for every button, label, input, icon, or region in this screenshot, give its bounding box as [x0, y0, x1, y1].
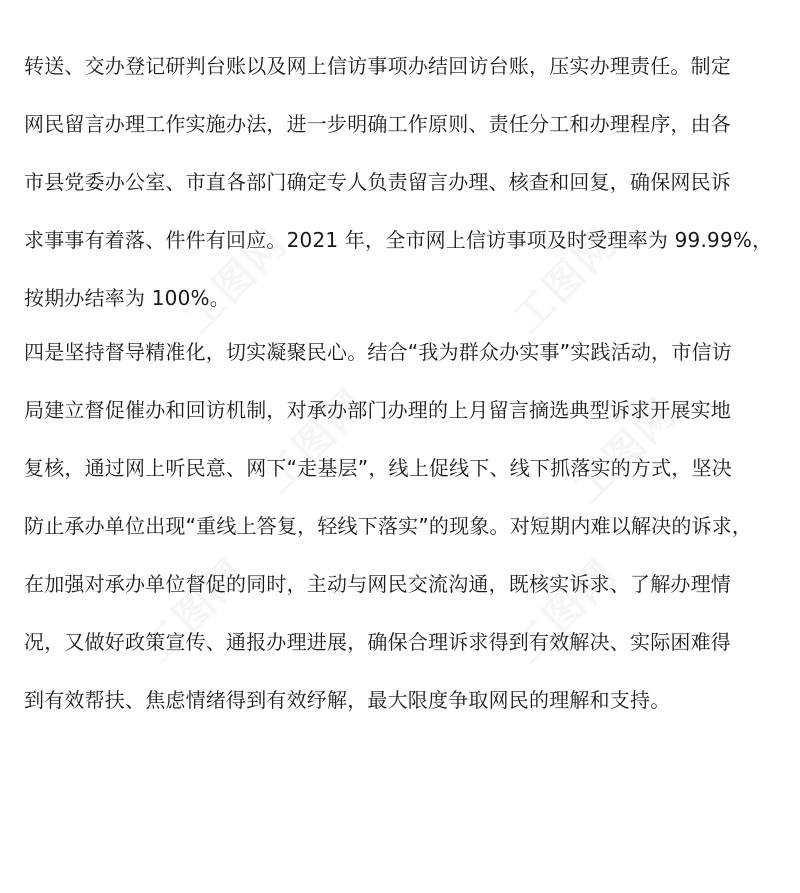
- document-body: [24, 44, 784, 736]
- paragraph-1: [24, 44, 784, 330]
- text-line: 况，又做好政策宣传、通报办理进展，确保合理诉求得到有效解决、实际困难得: [24, 630, 731, 654]
- watermark: 工图网: [504, 220, 627, 342]
- text-line: 四是坚持督导精准化，切实凝聚民心。结合“我为群众办实事”实践活动，市信访: [24, 340, 732, 364]
- text-line: 市县党委办公室、市直各部门确定专人负责留言办理、核查和回复，确保网民诉: [24, 170, 731, 194]
- watermark: 工图网: [254, 380, 377, 502]
- watermark: 工图网: [134, 550, 257, 672]
- text-line: 在加强对承办单位督促的同时，主动与网民交流沟通，既核实诉求、了解办理情: [24, 572, 731, 596]
- text-line: 防止承办单位出现“重线上答复，轻线下落实”的现象。对短期内难以解决的诉求，: [24, 514, 753, 538]
- text-line: 复核，通过网上听民意、网下“走基层”，线上促线下、线下抓落实的方式，坚决: [24, 456, 732, 480]
- text-line: 转送、交办登记研判台账以及网上信访事项办结回访台账，压实办理责任。制定: [24, 54, 731, 78]
- text-line: 求事事有着落、件件有回应。2021 年，全市网上信访事项及时受理率为 99.99%，: [24, 228, 773, 252]
- watermark: 工图网: [504, 550, 627, 672]
- text-line: 局建立督促催办和回访机制，对承办部门办理的上月留言摘选典型诉求开展实地: [24, 398, 731, 422]
- watermark: 工图网: [174, 220, 297, 342]
- text-line: 到有效帮扶、焦虑情绪得到有效纾解，最大限度争取网民的理解和支持。: [24, 688, 671, 712]
- text-line: 按期办结率为 100%。: [24, 286, 230, 310]
- text-line: 网民留言办理工作实施办法，进一步明确工作原则、责任分工和办理程序，由各: [24, 112, 731, 136]
- watermark: 工图网: [564, 390, 687, 512]
- paragraph-2: [24, 330, 784, 736]
